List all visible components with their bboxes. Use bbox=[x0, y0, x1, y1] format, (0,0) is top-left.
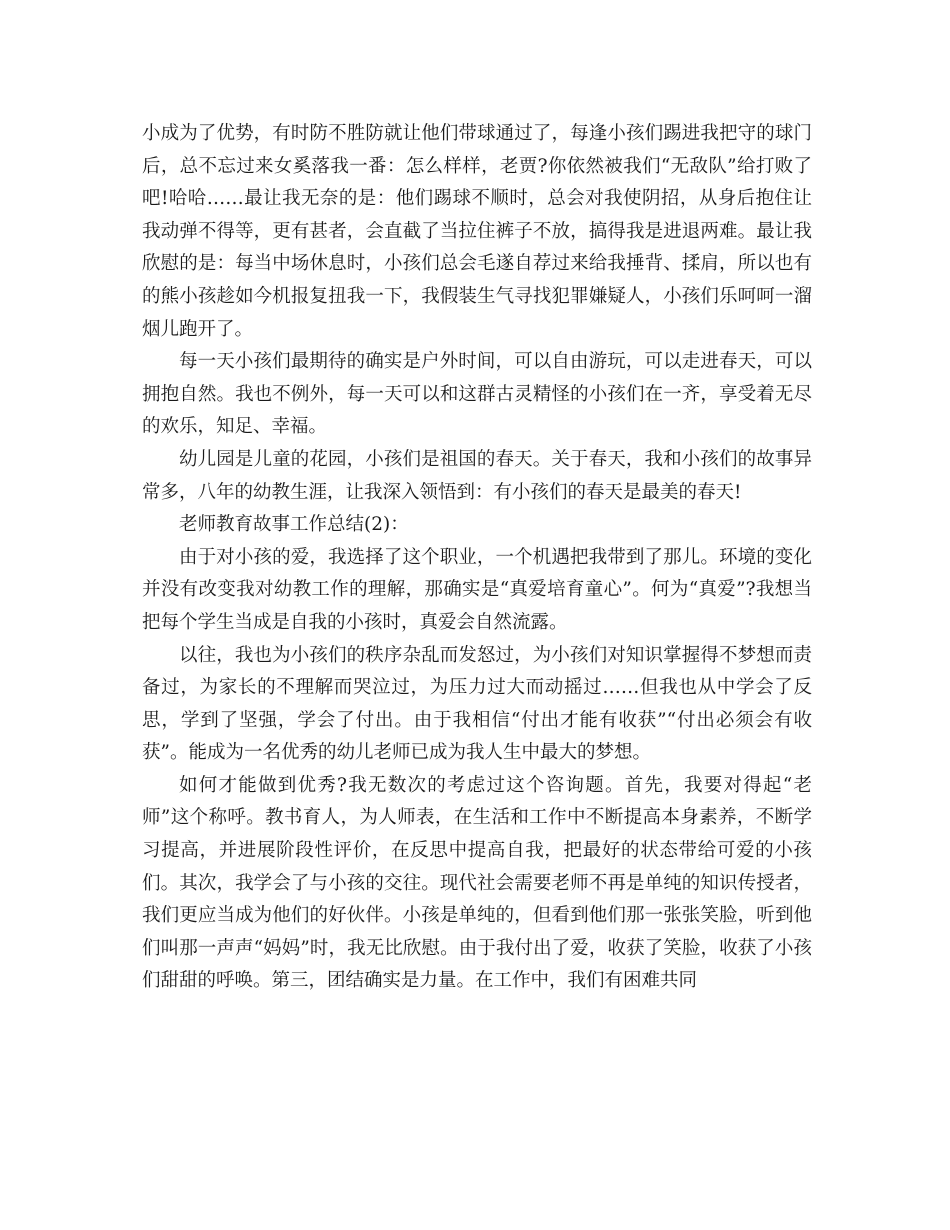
paragraph-6: 如何才能做到优秀?我无数次的考虑过这个咨询题。首先，我要对得起“老师”这个称呼。教书育人，为人师表，在生活和工作中不断提高本身素养，不断学习提高，并进展阶段性评价，在反思中提高自我，把最好的状态带给可爱的小孩们。其次，我学会了与小孩的交往。现代社会需要老师不再是单纯的知识传授者，我们更应当成为他们的好伙伴。小孩是单纯的，但看到他们那一张张笑脸，听到他们叫那一声声“妈妈”时，我无比欣慰。由于我付出了爱，收获了笑脸，收获了小孩们甜甜的呼唤。第三，团结确实是力量。在工作中，我们有困难共同 bbox=[142, 774, 812, 992]
paragraph-1: 小成为了优势，有时防不胜防就让他们带球通过了，每逢小孩们踢进我把守的球门后，总不忘过来女奚落我一番：怎么样样，老贾?你依然被我们“无敌队”给打败了吧!哈哈……最让我无奈的是：他们踢球不顺时，总会对我使阴招，从身后抱住让我动弹不得等，更有甚者，会直截了当拉住裤子不放，搞得我是进退两难。最让我欣慰的是：每当中场休息时，小孩们总会毛遂自荐过来给我捶背、揉肩，所以也有的熊小孩趁如今机报复扭我一下，我假装生气寻找犯罪嫌疑人，小孩们乐呵呵一溜烟儿跑开了。 bbox=[142, 123, 812, 340]
section-heading: 老师教育故事工作总结(2)： bbox=[179, 514, 409, 536]
paragraph-2: 每一天小孩们最期待的确实是户外时间，可以自由游玩，可以走进春天，可以拥抱自然。我也不例外，每一天可以和这群古灵精怪的小孩们在一齐，享受着无尽的欢乐，知足、幸福。 bbox=[142, 351, 812, 438]
document-body bbox=[142, 118, 812, 998]
paragraph-4: 由于对小孩的爱，我选择了这个职业，一个机遇把我带到了那儿。环境的变化并没有改变我对幼教工作的理解，那确实是“真爱培育童心”。何为“真爱”?我想当把每个学生当成是自我的小孩时，真爱会自然流露。 bbox=[142, 546, 812, 633]
paragraph-3: 幼儿园是儿童的花园，小孩们是祖国的春天。关于春天，我和小孩们的故事异常多，八年的幼教生涯，让我深入领悟到：有小孩们的春天是最美的春天! bbox=[142, 448, 812, 503]
paragraph-5: 以往，我也为小孩们的秩序杂乱而发怒过，为小孩们对知识掌握得不梦想而责备过，为家长的不理解而哭泣过，为压力过大而动摇过……但我也从中学会了反思，学到了坚强，学会了付出。由于我相信“付出才能有收获”“付出必须会有收获”。能成为一名优秀的幼儿老师已成为我人生中最大的梦想。 bbox=[142, 644, 812, 764]
